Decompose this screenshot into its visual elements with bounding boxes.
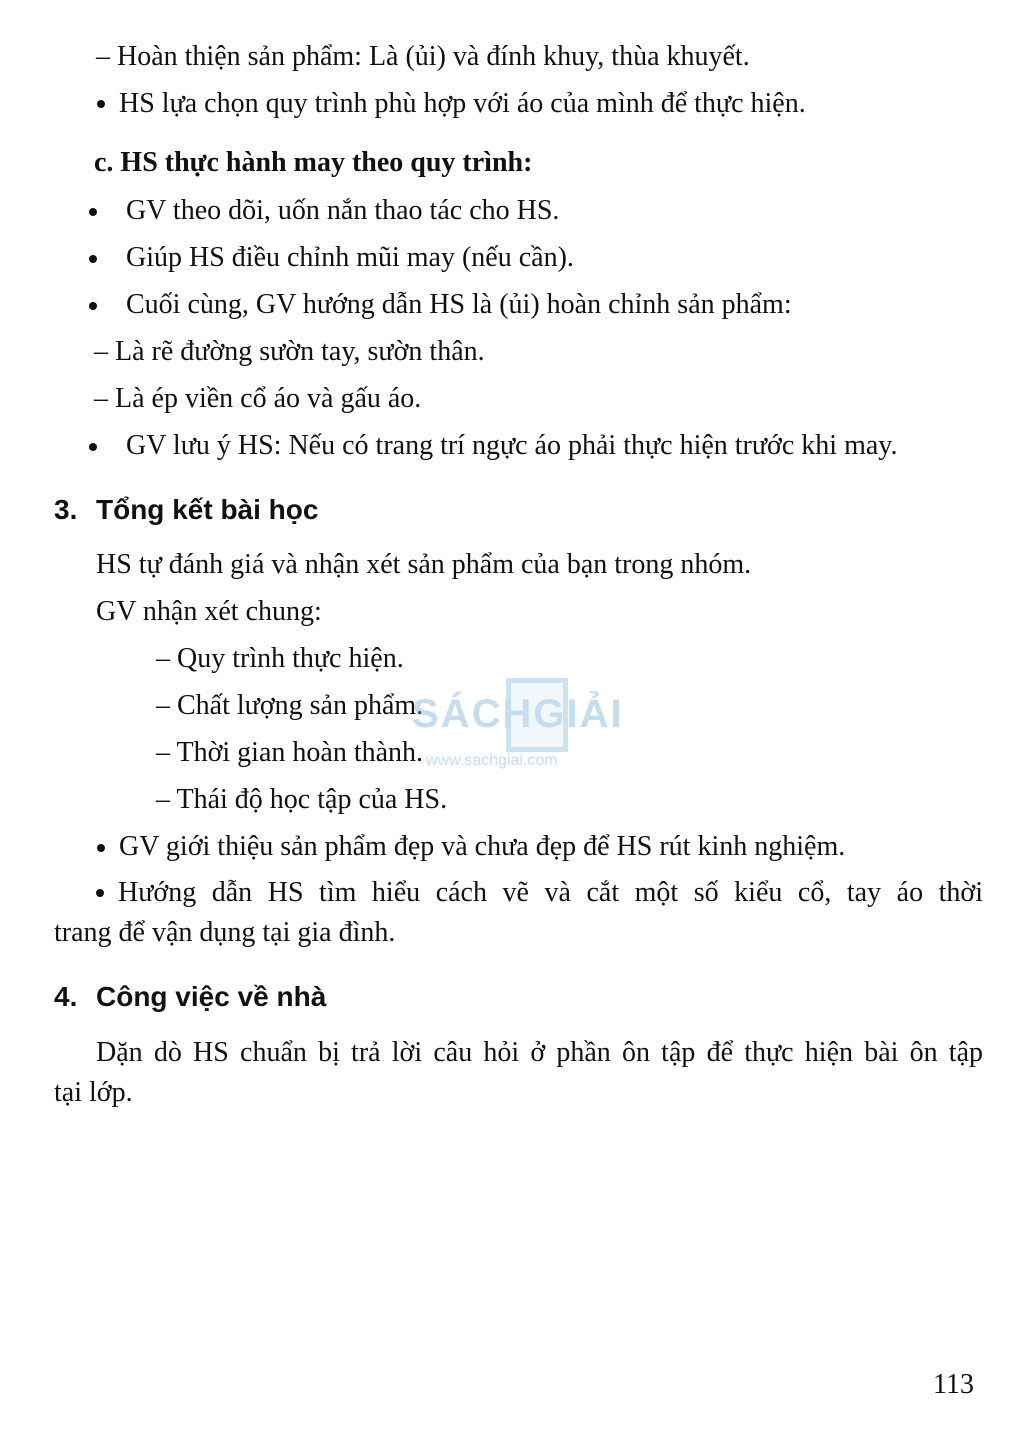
section-4-paragraph [54,1033,983,1113]
section-c-item-1: GV theo dõi, uốn nắn thao tác cho HS. [126,195,560,226]
watermark [412,678,622,778]
intro-line-2: HS lựa chọn quy trình phù hợp với áo của mình để thực hiện. [119,88,806,119]
bullet-icon [96,889,104,897]
section-3-paragraph-1: HS tự đánh giá và nhận xét sản phẩm của bạn trong nhóm. [96,549,752,580]
section-3-dash-4: – Thái độ học tập của HS. [156,784,448,815]
section-4-number: 4. [54,981,78,1012]
bullet-icon [89,255,97,263]
bullet-icon [97,100,105,108]
section-c-title: c. HS thực hành may theo quy trình: [94,147,533,178]
bullet-icon [89,443,97,451]
section-4-heading [54,980,326,1014]
section-3-bullet-2-line-2: trang để vận dụng tại gia đình. [54,917,396,948]
section-c-item-3: Cuối cùng, GV hướng dẫn HS là (ủi) hoàn chỉnh sản phẩm: [126,289,792,320]
section-c-item-2: Giúp HS điều chỉnh mũi may (nếu cần). [126,242,574,273]
watermark-url: www.sachgiai.com [426,752,558,769]
section-4-title: Công việc về nhà [96,981,327,1012]
watermark-logo: SÁCHGIẢI [412,692,624,736]
section-3-number: 3. [54,494,78,525]
bullet-icon [89,208,97,216]
section-3-dash-3: – Thời gian hoàn thành. [156,737,424,768]
bullet-icon [89,302,97,310]
section-3-bullet-1: GV giới thiệu sản phẩm đẹp và chưa đẹp để HS rút kinh nghiệm. [119,831,846,862]
section-3-dash-1: – Quy trình thực hiện. [156,643,404,674]
page-number: 113 [933,1369,974,1400]
section-3-title: Tổng kết bài học [96,494,319,525]
section-3-bullet-2-line-1: Hướng dẫn HS tìm hiểu cách vẽ và cắt một số kiểu cổ, tay áo thời [118,877,983,908]
section-4-paragraph-line-1: Dặn dò HS chuẩn bị trả lời câu hỏi ở phần ôn tập để thực hiện bài ôn tập [96,1037,983,1068]
section-4-paragraph-line-2: tại lớp. [54,1077,133,1108]
section-c-note: GV lưu ý HS: Nếu có trang trí ngực áo phải thực hiện trước khi may. [126,430,898,461]
section-c-dash-2: – Là ép viền cổ áo và gấu áo. [94,383,422,414]
intro-line-1: – Hoàn thiện sản phẩm: Là (ủi) và đính khuy, thùa khuyết. [96,41,750,72]
section-3-bullet-2 [54,873,983,953]
bullet-icon [97,844,105,852]
section-3-dash-2: – Chất lượng sản phẩm. [156,690,424,721]
section-c-dash-1: – Là rẽ đường sườn tay, sườn thân. [94,336,485,367]
section-3-paragraph-2: GV nhận xét chung: [96,596,322,627]
section-3-heading [54,493,318,527]
